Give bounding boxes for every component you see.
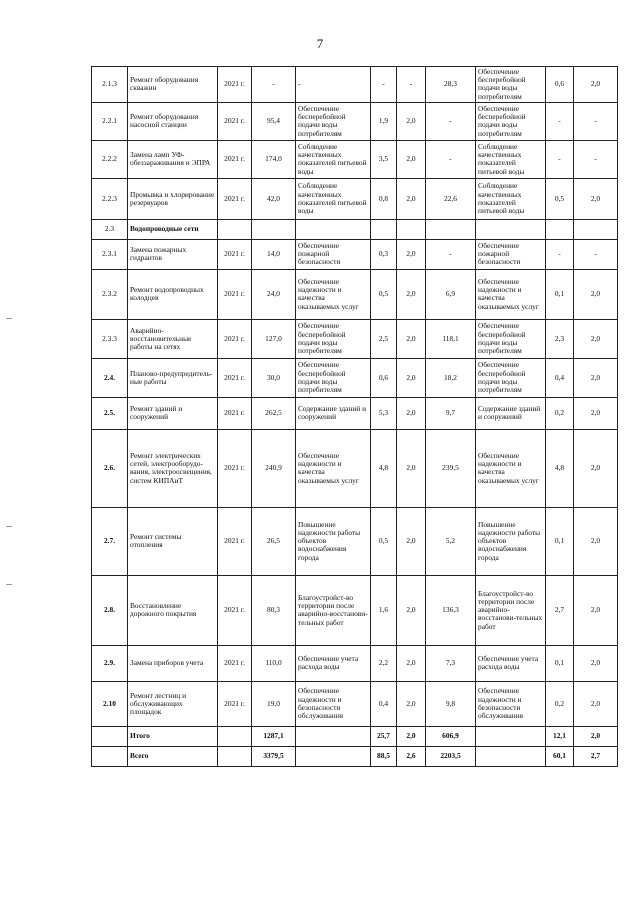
cell-value-3: 136,3 [426,575,476,645]
cell-value-1: 3,5 [371,140,397,178]
cell-value-5: 2,0 [574,358,618,397]
cell-number: 2.3.2 [92,269,128,319]
cell-cost: 80,3 [252,575,296,645]
cell-number: 2.2.2 [92,140,128,178]
cell-value-2: 2,0 [397,358,426,397]
cell-work-name: Ремонт лестниц и обслуживающих площадок [128,681,218,726]
cell-effect-2: Содержание зданий и сооружений [476,397,546,429]
page-number: 7 [316,36,324,51]
table-row [92,269,618,319]
cell-number: 2.3 [92,219,128,239]
cell-effect: Обеспечение учета расхода воды [296,645,371,681]
cell-value-4: 0,1 [546,645,574,681]
cell-number: 2.8. [92,575,128,645]
table-body [92,67,618,767]
cell-value-4: 2,7 [546,575,574,645]
cell-value-4: 0,4 [546,358,574,397]
cell-value-4: 0,2 [546,681,574,726]
table-row [92,219,618,239]
cell-value-3: 9,8 [426,681,476,726]
cell-value-1: 4,8 [371,429,397,507]
cell-value-3: 6,9 [426,269,476,319]
cell-effect-2 [476,726,546,746]
cell-effect: Обеспечение бесперебойной подачи воды потребителям [296,319,371,358]
cell-cost: 14,0 [252,239,296,269]
cell-value-5: 2,0 [574,681,618,726]
cell-value-5: 2,0 [574,178,618,219]
cell-number: 2.3.1 [92,239,128,269]
cell-cost: 127,0 [252,319,296,358]
table-row [92,645,618,681]
cell-number: 2.5. [92,397,128,429]
cell-year: 2021 г. [218,102,252,140]
table-row [92,67,618,103]
margin-mark [6,526,12,527]
cell-value-1: 0,6 [371,358,397,397]
table-row [92,429,618,507]
cell-work-name: Аварийно-восстановительные работы на сетях [128,319,218,358]
cell-value-3: 7,3 [426,645,476,681]
cell-value-4: 0,1 [546,507,574,575]
cell-value-5: 2,0 [574,319,618,358]
cell-cost [252,219,296,239]
cell-value-1: 2,5 [371,319,397,358]
cell-effect-2: Благоустройст-во территории после аварийно-восстанови-тельных работ [476,575,546,645]
cell-value-1: 1,9 [371,102,397,140]
cell-number: 2.6. [92,429,128,507]
cell-value-2: 2,0 [397,269,426,319]
cell-value-1: 5,3 [371,397,397,429]
cell-year: 2021 г. [218,319,252,358]
cell-work-name: Ремонт оборудования насосной станции [128,102,218,140]
cell-number: 2.1.3 [92,67,128,103]
cell-effect: Обеспечение пожарной безопасности [296,239,371,269]
cell-cost: 19,0 [252,681,296,726]
cell-number [92,746,128,766]
cell-value-4: - [546,102,574,140]
cell-cost: 30,0 [252,358,296,397]
cell-value-3: 9,7 [426,397,476,429]
cell-year [218,726,252,746]
cell-value-2: 2,6 [397,746,426,766]
cell-value-1: - [371,67,397,103]
cell-value-3: 18,2 [426,358,476,397]
cell-value-4: 2,3 [546,319,574,358]
table-row [92,575,618,645]
cell-value-4: 12,1 [546,726,574,746]
cell-value-2: 2,0 [397,319,426,358]
cell-effect-2: Обеспечение учета расхода воды [476,645,546,681]
cell-value-3: 5,2 [426,507,476,575]
cell-value-1: 88,5 [371,746,397,766]
cell-value-5: 2,0 [574,645,618,681]
table-row [92,397,618,429]
cell-effect: Благоустройст-во территории после аварийно-восстанови-тельных работ [296,575,371,645]
cell-value-3: - [426,239,476,269]
cell-effect [296,746,371,766]
margin-mark [6,318,12,319]
cell-cost: 262,5 [252,397,296,429]
cell-effect-2: Обеспечение надежности и качества оказываемых услуг [476,269,546,319]
table-row [92,358,618,397]
cell-number: 2.2.1 [92,102,128,140]
cell-effect [296,219,371,239]
cell-effect-2: Повышение надежности работы объектов водоснабжения города [476,507,546,575]
cell-year: 2021 г. [218,67,252,103]
cell-value-5: 2,0 [574,397,618,429]
cell-effect: - [296,67,371,103]
cell-value-1: 0,5 [371,507,397,575]
cell-value-3: 606,9 [426,726,476,746]
cell-effect-2: Обеспечение бесперебойной подачи воды потребителям [476,67,546,103]
cell-work-name: Планово-предупредитель-ные работы [128,358,218,397]
cell-year: 2021 г. [218,358,252,397]
cell-work-name: Ремонт зданий и сооружений [128,397,218,429]
cell-year: 2021 г. [218,645,252,681]
cell-effect-2 [476,219,546,239]
cell-value-3: 28,3 [426,67,476,103]
cell-value-5: - [574,102,618,140]
cell-value-5: 2,0 [574,67,618,103]
cell-year: 2021 г. [218,397,252,429]
cell-value-4: 60,1 [546,746,574,766]
cell-cost: 26,5 [252,507,296,575]
cell-value-5: 2,0 [574,726,618,746]
cell-year: 2021 г. [218,429,252,507]
cell-number: 2.9. [92,645,128,681]
cell-year: 2021 г. [218,681,252,726]
cell-work-name: Водопроводные сети [128,219,218,239]
cell-value-5: 2,0 [574,269,618,319]
cell-number [92,726,128,746]
cell-value-4: 0,6 [546,67,574,103]
cell-value-2 [397,219,426,239]
cell-value-4: 4,8 [546,429,574,507]
table-row [92,746,618,766]
cell-value-4: - [546,239,574,269]
cell-cost: - [252,67,296,103]
cell-effect: Обеспечение надежности и безопасности обслуживания [296,681,371,726]
cell-value-4: - [546,140,574,178]
cell-year: 2021 г. [218,269,252,319]
cell-value-2: 2,0 [397,726,426,746]
cell-value-5: - [574,239,618,269]
cell-work-name: Замена ламп УФ-обеззараживания и ЭПРА [128,140,218,178]
cell-effect: Повышение надежности работы объектов водоснабжения города [296,507,371,575]
cell-value-2: 2,0 [397,178,426,219]
cell-cost: 174,0 [252,140,296,178]
cell-value-2: - [397,67,426,103]
cell-work-name: Восстановление дорожного покрытия [128,575,218,645]
cell-effect: Обеспечение бесперебойной подачи воды потребителям [296,358,371,397]
cell-effect: Соблюдение качественных показателей питьевой воды [296,178,371,219]
cell-effect-2: Обеспечение надежности и качества оказываемых услуг [476,429,546,507]
cell-effect-2: Обеспечение бесперебойной подачи воды потребителям [476,102,546,140]
cell-effect-2: Обеспечение бесперебойной подачи воды потребителям [476,319,546,358]
cell-year: 2021 г. [218,178,252,219]
repair-plan-table [91,66,618,767]
cell-effect [296,726,371,746]
table-row [92,140,618,178]
cell-value-2: 2,0 [397,575,426,645]
cell-effect: Обеспечение надежности и качества оказываемых услуг [296,269,371,319]
cell-work-name: Промывка и хлорирование резервуаров [128,178,218,219]
cell-year: 2021 г. [218,140,252,178]
cell-value-4: 0,5 [546,178,574,219]
cell-value-2: 2,0 [397,102,426,140]
cell-number: 2.10 [92,681,128,726]
cell-value-5 [574,219,618,239]
cell-value-5: - [574,140,618,178]
cell-value-4 [546,219,574,239]
cell-year: 2021 г. [218,507,252,575]
cell-number: 2.4. [92,358,128,397]
cell-value-2: 2,0 [397,397,426,429]
cell-value-2: 2,0 [397,681,426,726]
table-row [92,507,618,575]
cell-work-name: Итого [128,726,218,746]
cell-value-2: 2,0 [397,140,426,178]
cell-value-2: 2,0 [397,239,426,269]
cell-value-4: 0,1 [546,269,574,319]
cell-number: 2.7. [92,507,128,575]
cell-cost: 240,9 [252,429,296,507]
cell-value-3: 2203,5 [426,746,476,766]
cell-value-1: 0,8 [371,178,397,219]
cell-cost: 110,0 [252,645,296,681]
cell-cost: 42,0 [252,178,296,219]
table-row [92,681,618,726]
cell-value-5: 2,0 [574,575,618,645]
cell-year: 2021 г. [218,239,252,269]
cell-cost: 1287,1 [252,726,296,746]
cell-effect-2: Обеспечение бесперебойной подачи воды потребителям [476,358,546,397]
cell-effect: Содержание зданий и сооружений [296,397,371,429]
cell-number: 2.2.3 [92,178,128,219]
cell-work-name: Всего [128,746,218,766]
table-row [92,319,618,358]
table-row [92,102,618,140]
cell-number: 2.3.3 [92,319,128,358]
cell-work-name: Ремонт системы отопления [128,507,218,575]
cell-value-5: 2,7 [574,746,618,766]
cell-cost: 95,4 [252,102,296,140]
cell-value-3: 118,1 [426,319,476,358]
cell-effect: Обеспечение бесперебойной подачи воды потребителям [296,102,371,140]
cell-effect-2: Обеспечение надежности и безопасности обслуживания [476,681,546,726]
cell-effect: Соблюдение качественных показателей питьевой воды [296,140,371,178]
cell-effect-2: Обеспечение пожарной безопасности [476,239,546,269]
cell-value-5: 2,0 [574,429,618,507]
cell-effect-2: Соблюдение качественных показателей питьевой воды [476,140,546,178]
table-row [92,726,618,746]
cell-value-3: 239,5 [426,429,476,507]
cell-value-1: 0,3 [371,239,397,269]
cell-value-4: 0,2 [546,397,574,429]
cell-value-1: 2,2 [371,645,397,681]
cell-value-2: 2,0 [397,429,426,507]
cell-value-5: 2,0 [574,507,618,575]
table-row [92,239,618,269]
cell-value-1 [371,219,397,239]
cell-value-1: 0,5 [371,269,397,319]
cell-value-3: - [426,140,476,178]
cell-value-1: 1,6 [371,575,397,645]
cell-cost: 3379,5 [252,746,296,766]
cell-effect-2: Соблюдение качественных показателей питьевой воды [476,178,546,219]
cell-value-3: - [426,102,476,140]
cell-effect: Обеспечение надежности и качества оказываемых услуг [296,429,371,507]
cell-value-2: 2,0 [397,507,426,575]
cell-work-name: Замена приборов учета [128,645,218,681]
cell-year [218,219,252,239]
cell-year [218,746,252,766]
cell-year: 2021 г. [218,575,252,645]
cell-value-1: 0,4 [371,681,397,726]
cell-value-3 [426,219,476,239]
cell-effect-2 [476,746,546,766]
cell-cost: 24,0 [252,269,296,319]
cell-work-name: Ремонт электрических сетей, электрооборудо-вания, электроосвещения, систем КИПАиТ [128,429,218,507]
cell-work-name: Замена пожарных гидрантов [128,239,218,269]
cell-work-name: Ремонт водопроводных колодцев [128,269,218,319]
cell-value-2: 2,0 [397,645,426,681]
cell-value-1: 25,7 [371,726,397,746]
cell-work-name: Ремонт оборудования скважин [128,67,218,103]
table-row [92,178,618,219]
margin-mark [6,584,12,585]
cell-value-3: 22,6 [426,178,476,219]
